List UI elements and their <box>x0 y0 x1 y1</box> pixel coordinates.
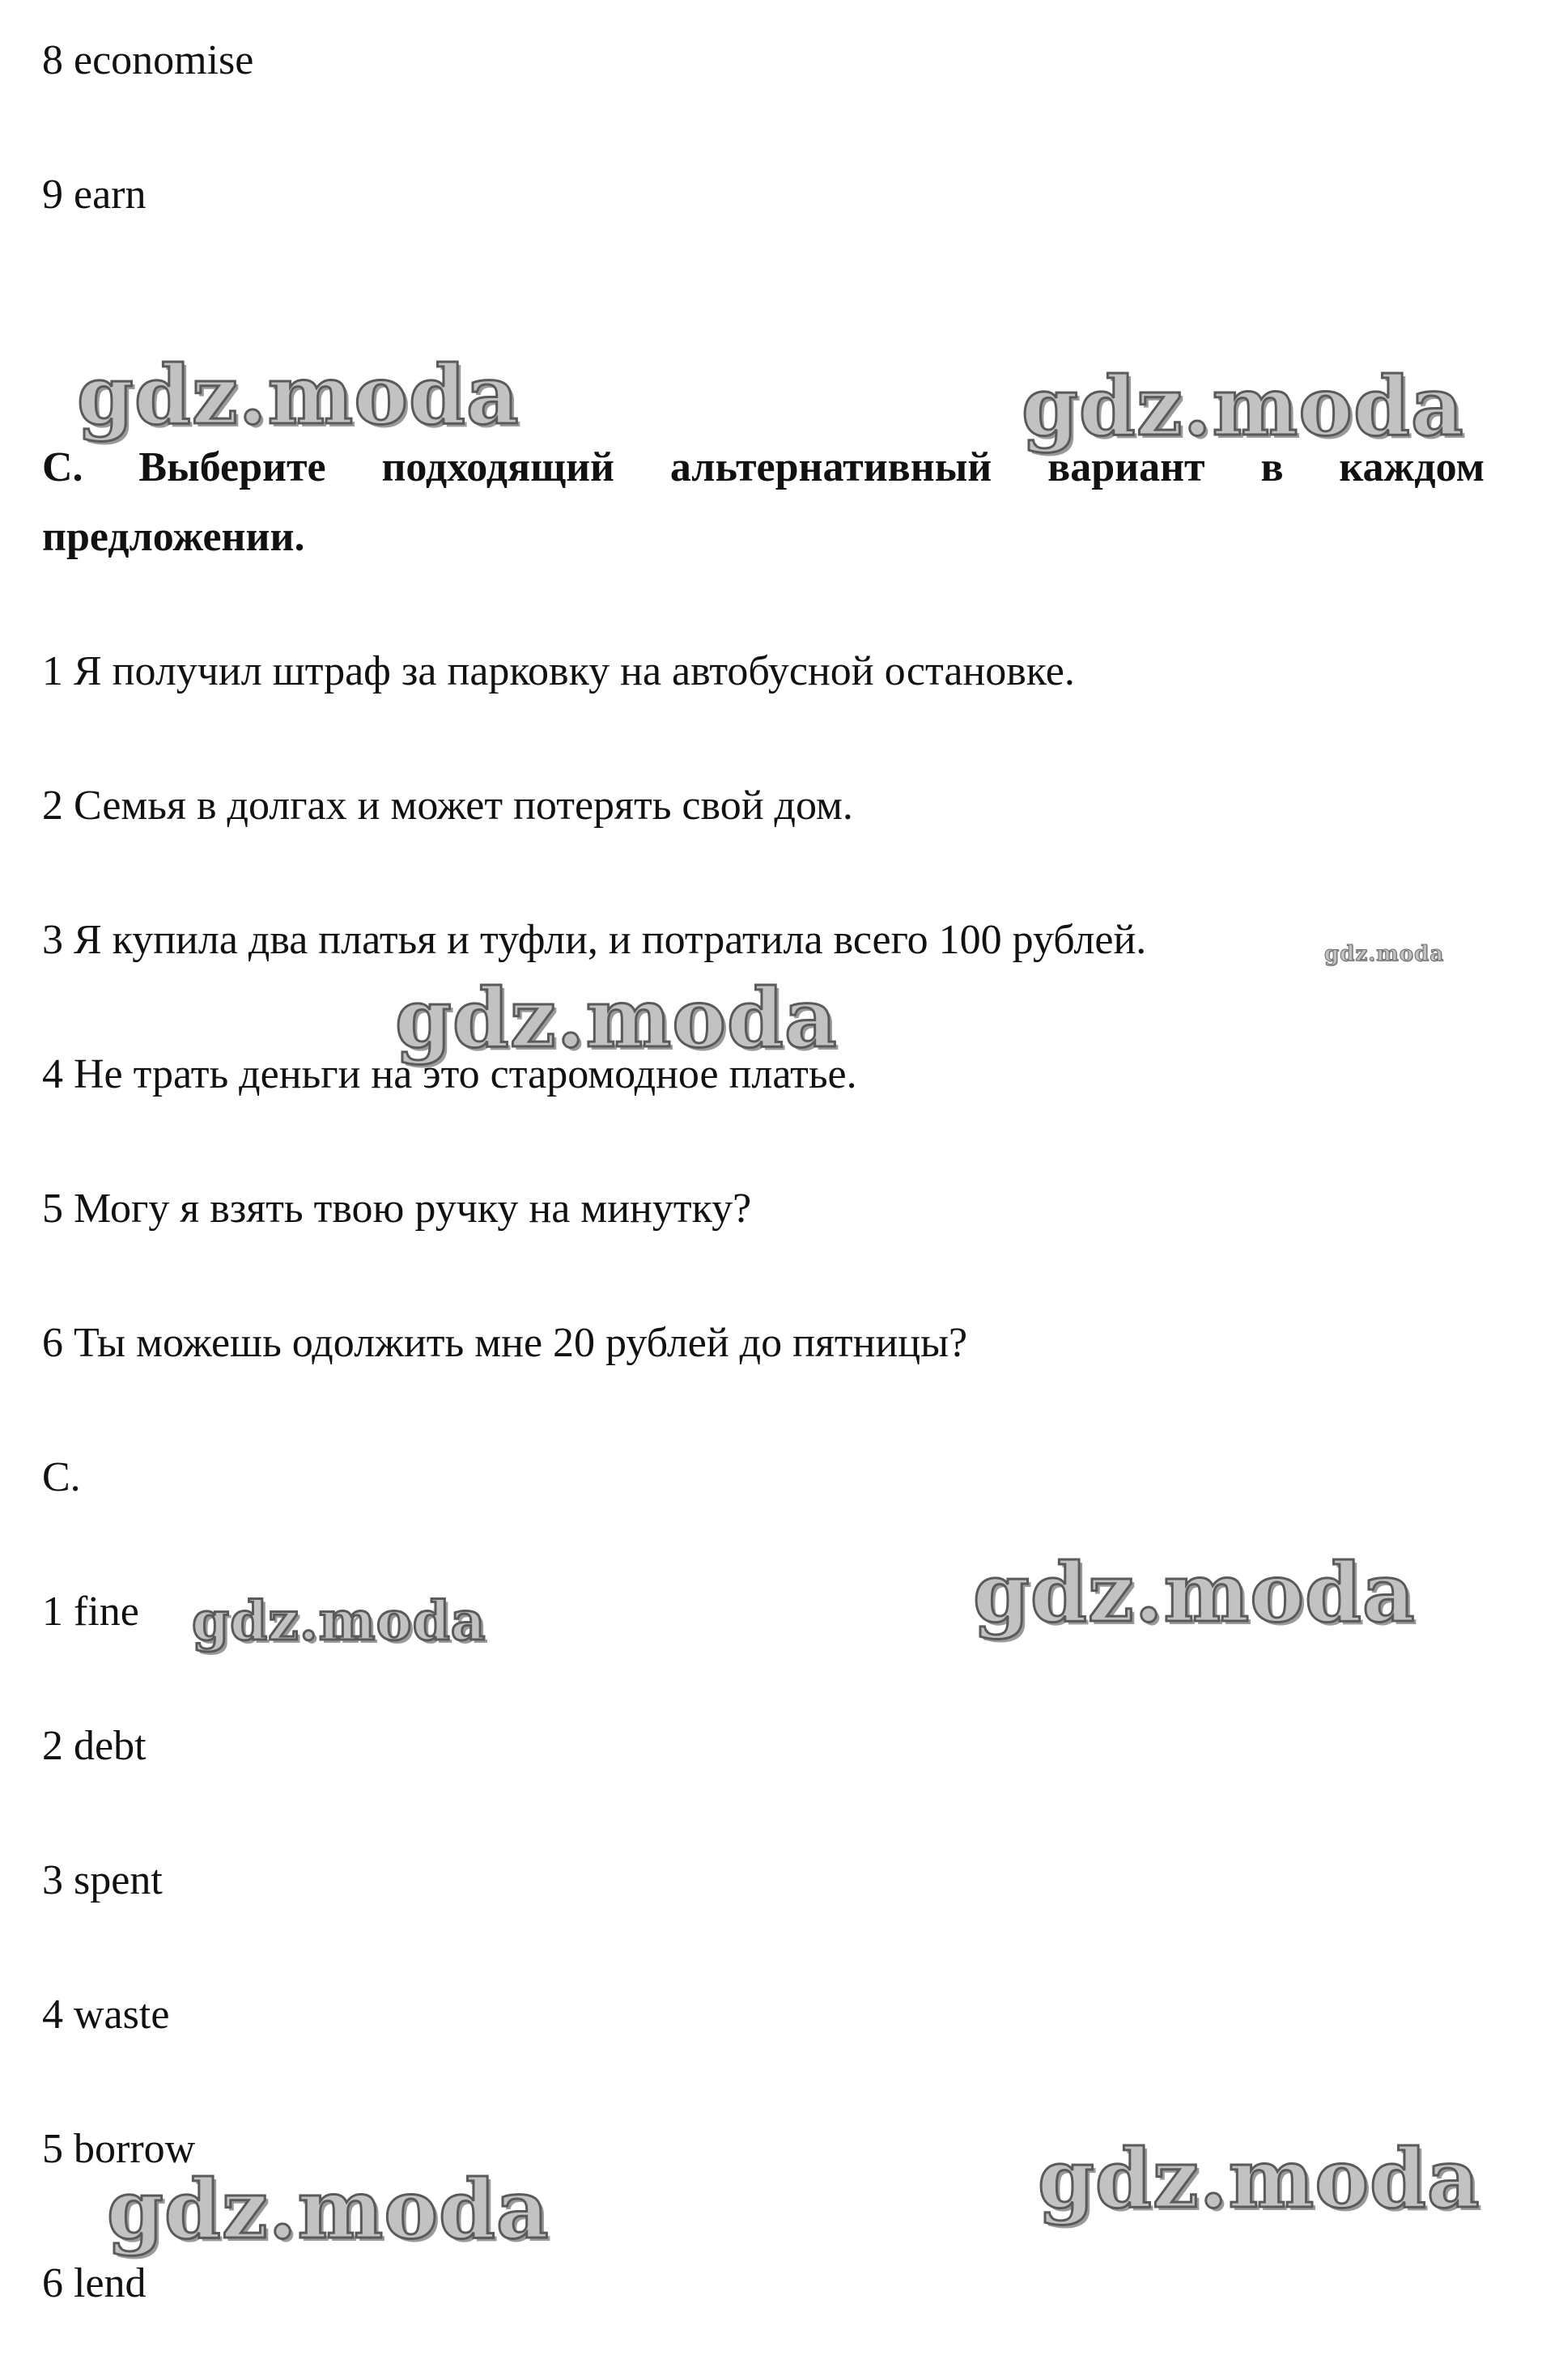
sentence-line: 5 Могу я взять твою ручку на минутку? <box>42 1186 752 1232</box>
watermark-logo: gdz.moda <box>1022 358 1464 454</box>
sentence-line: 1 Я получил штраф за парковку на автобусной остановке. <box>42 648 1075 694</box>
watermark-logo: gdz.moda <box>107 2162 550 2257</box>
watermark-logo: gdz.moda <box>77 347 520 443</box>
watermark-logo: gdz.moda <box>1038 2131 1480 2226</box>
sentence-line: 4 Не трать деньги на это старомодное платье. <box>42 1051 857 1097</box>
answer-line: 3 spent <box>42 1857 163 1903</box>
answer-line: 2 debt <box>42 1723 147 1769</box>
watermark-logo: gdz.moda <box>395 970 838 1066</box>
answer-line: 9 earn <box>42 172 147 218</box>
section-c-heading: С. Выберите подходящий альтернативный вариант в каждом предложении. <box>42 444 1485 560</box>
watermark-logo: gdz.moda <box>973 1545 1416 1640</box>
answer-line: 4 waste <box>42 1992 170 2038</box>
answer-line: 6 lend <box>42 2260 147 2306</box>
watermark-logo: gdz.moda <box>1324 942 1445 966</box>
watermark-logo: gdz.moda <box>192 1589 486 1652</box>
answers-label: C. <box>42 1454 81 1500</box>
answer-line: 5 borrow <box>42 2126 196 2172</box>
answer-line: 8 economise <box>42 37 254 83</box>
answer-line: 1 fine <box>42 1589 139 1635</box>
sentence-line: 3 Я купила два платья и туфли, и потратила всего 100 рублей. <box>42 917 1147 963</box>
sentence-line: 2 Семья в долгах и может потерять свой дом. <box>42 783 853 829</box>
sentence-line: 6 Ты можешь одолжить мне 20 рублей до пятницы? <box>42 1320 968 1366</box>
